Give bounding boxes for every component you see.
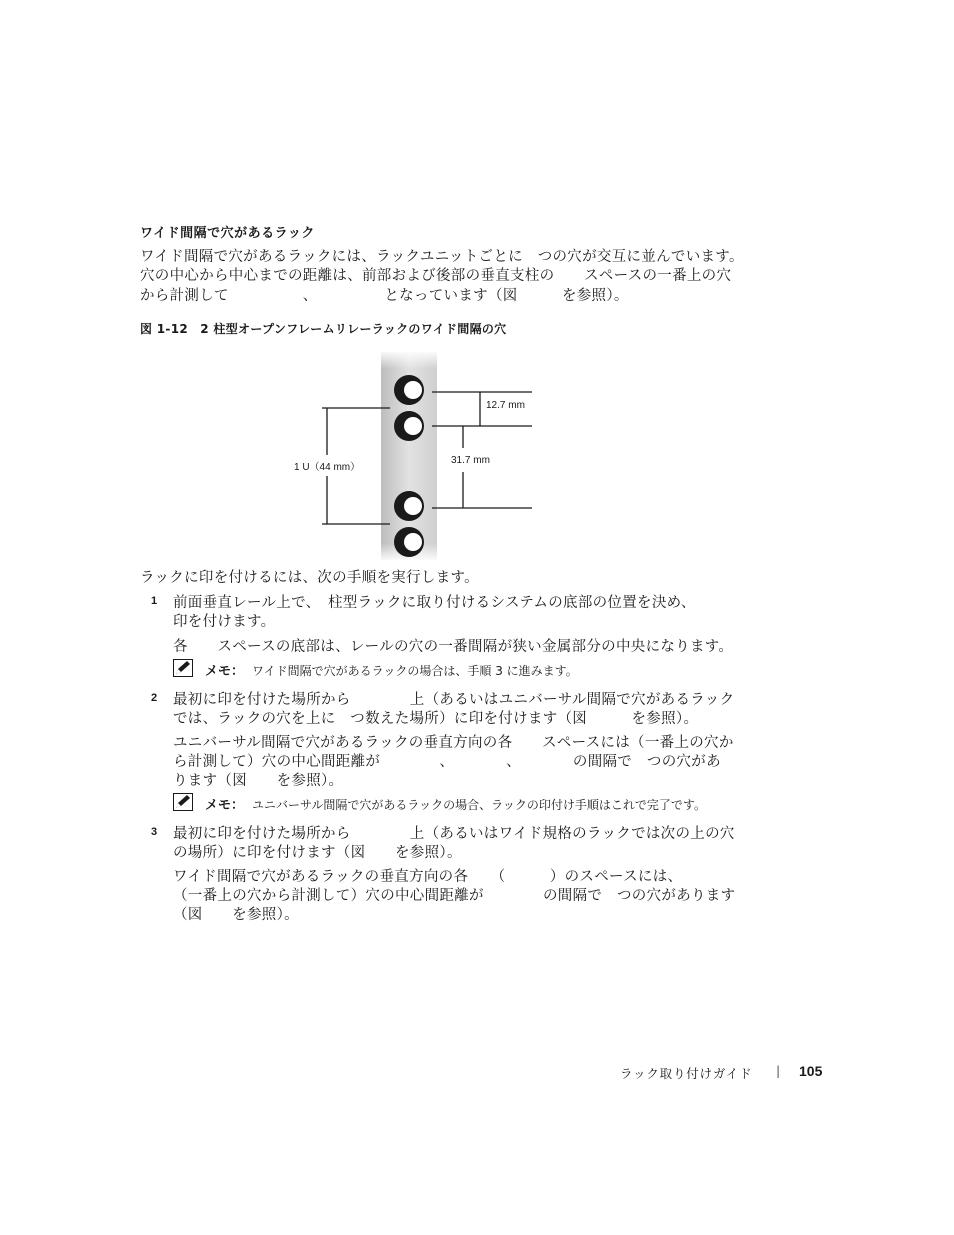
note-2-label: メモ： (205, 798, 245, 813)
step-3-sub-3: （図 を参照）。 (173, 907, 299, 923)
rack-hole-diagram (280, 350, 540, 562)
rack-hole-1 (394, 375, 424, 405)
section-para-line-1: ワイド間隔で穴があるラックには、ラックユニットごとに つの穴が交互に並んでいます。 (140, 249, 744, 265)
step-2-sub-1: ユニバーサル間隔で穴があるラックの垂直方向の各 スペースには（一番上の穴か (173, 735, 734, 751)
page-number: 105 (799, 1063, 823, 1079)
step-1-line-1: 前面垂直レール上で、 柱型ラックに取り付けるシステムの底部の位置を決め、 (173, 595, 696, 611)
note-2-text: ユニバーサル間隔で穴があるラックの場合、ラックの印付け手順はこれで完了です。 (252, 798, 706, 812)
step-3-number: 3 (151, 826, 158, 838)
dimension-label-1u: 1 U（44 mm） (294, 462, 361, 473)
dimension-label-12-7: 12.7 mm (486, 400, 525, 411)
section-para-line-3: から計測して 、 となっています（図 を参照）。 (140, 288, 629, 304)
step-3-sub-2: （一番上の穴から計測して）穴の中心間距離が の間隔で つの穴があります (173, 888, 736, 904)
step-1-sub-1: 各 スペースの底部は、レールの穴の一番間隔が狭い金属部分の中央になります。 (173, 639, 734, 655)
step-3-line-1: 最初に印を付けた場所から 上（あるいはワイド規格のラックでは次の上の穴 (173, 826, 735, 842)
step-3-line-2: の場所）に印を付けます（図 を参照）。 (173, 845, 462, 861)
note-1-text: ワイド間隔で穴があるラックの場合は、手順 3 に進みます。 (252, 664, 578, 678)
note-1-label: メモ： (205, 664, 245, 679)
note-pencil-icon (173, 659, 193, 677)
step-2-sub-3: ります（図 を参照）。 (173, 773, 344, 789)
rack-hole-4 (394, 527, 424, 557)
footer-separator: | (776, 1063, 782, 1078)
section-para-line-2: 穴の中心から中心までの距離は、前部および後部の垂直支柱の スペースの一番上の穴 (140, 268, 732, 284)
steps-intro: ラックに印を付けるには、次の手順を実行します。 (140, 570, 479, 586)
note-pencil-icon (173, 793, 193, 811)
step-3-sub-1: ワイド間隔で穴があるラックの垂直方向の各 （ ）のスペースには、 (173, 869, 683, 885)
figure-caption: 図 1-12 2 柱型オープンフレームリレーラックのワイド間隔の穴 (140, 322, 507, 336)
step-2-sub-2: ら計測して）穴の中心間距離が 、 、 の間隔で つの穴があ (173, 754, 721, 770)
rack-hole-2 (394, 411, 424, 441)
step-2-line-2: では、ラックの穴を上に つ数えた場所）に印を付けます（図 を参照）。 (173, 711, 699, 727)
step-2-line-1: 最初に印を付けた場所から 上（あるいはユニバーサル間隔で穴があるラック (173, 692, 735, 708)
footer-title: ラック取り付けガイド (620, 1066, 753, 1081)
step-1-number: 1 (151, 595, 158, 607)
step-2-number: 2 (151, 692, 158, 704)
section-heading: ワイド間隔で穴があるラック (140, 226, 315, 241)
step-1-line-2: 印を付けます。 (173, 614, 276, 630)
dimension-label-31-7: 31.7 mm (451, 455, 490, 466)
rack-hole-3 (394, 491, 424, 521)
